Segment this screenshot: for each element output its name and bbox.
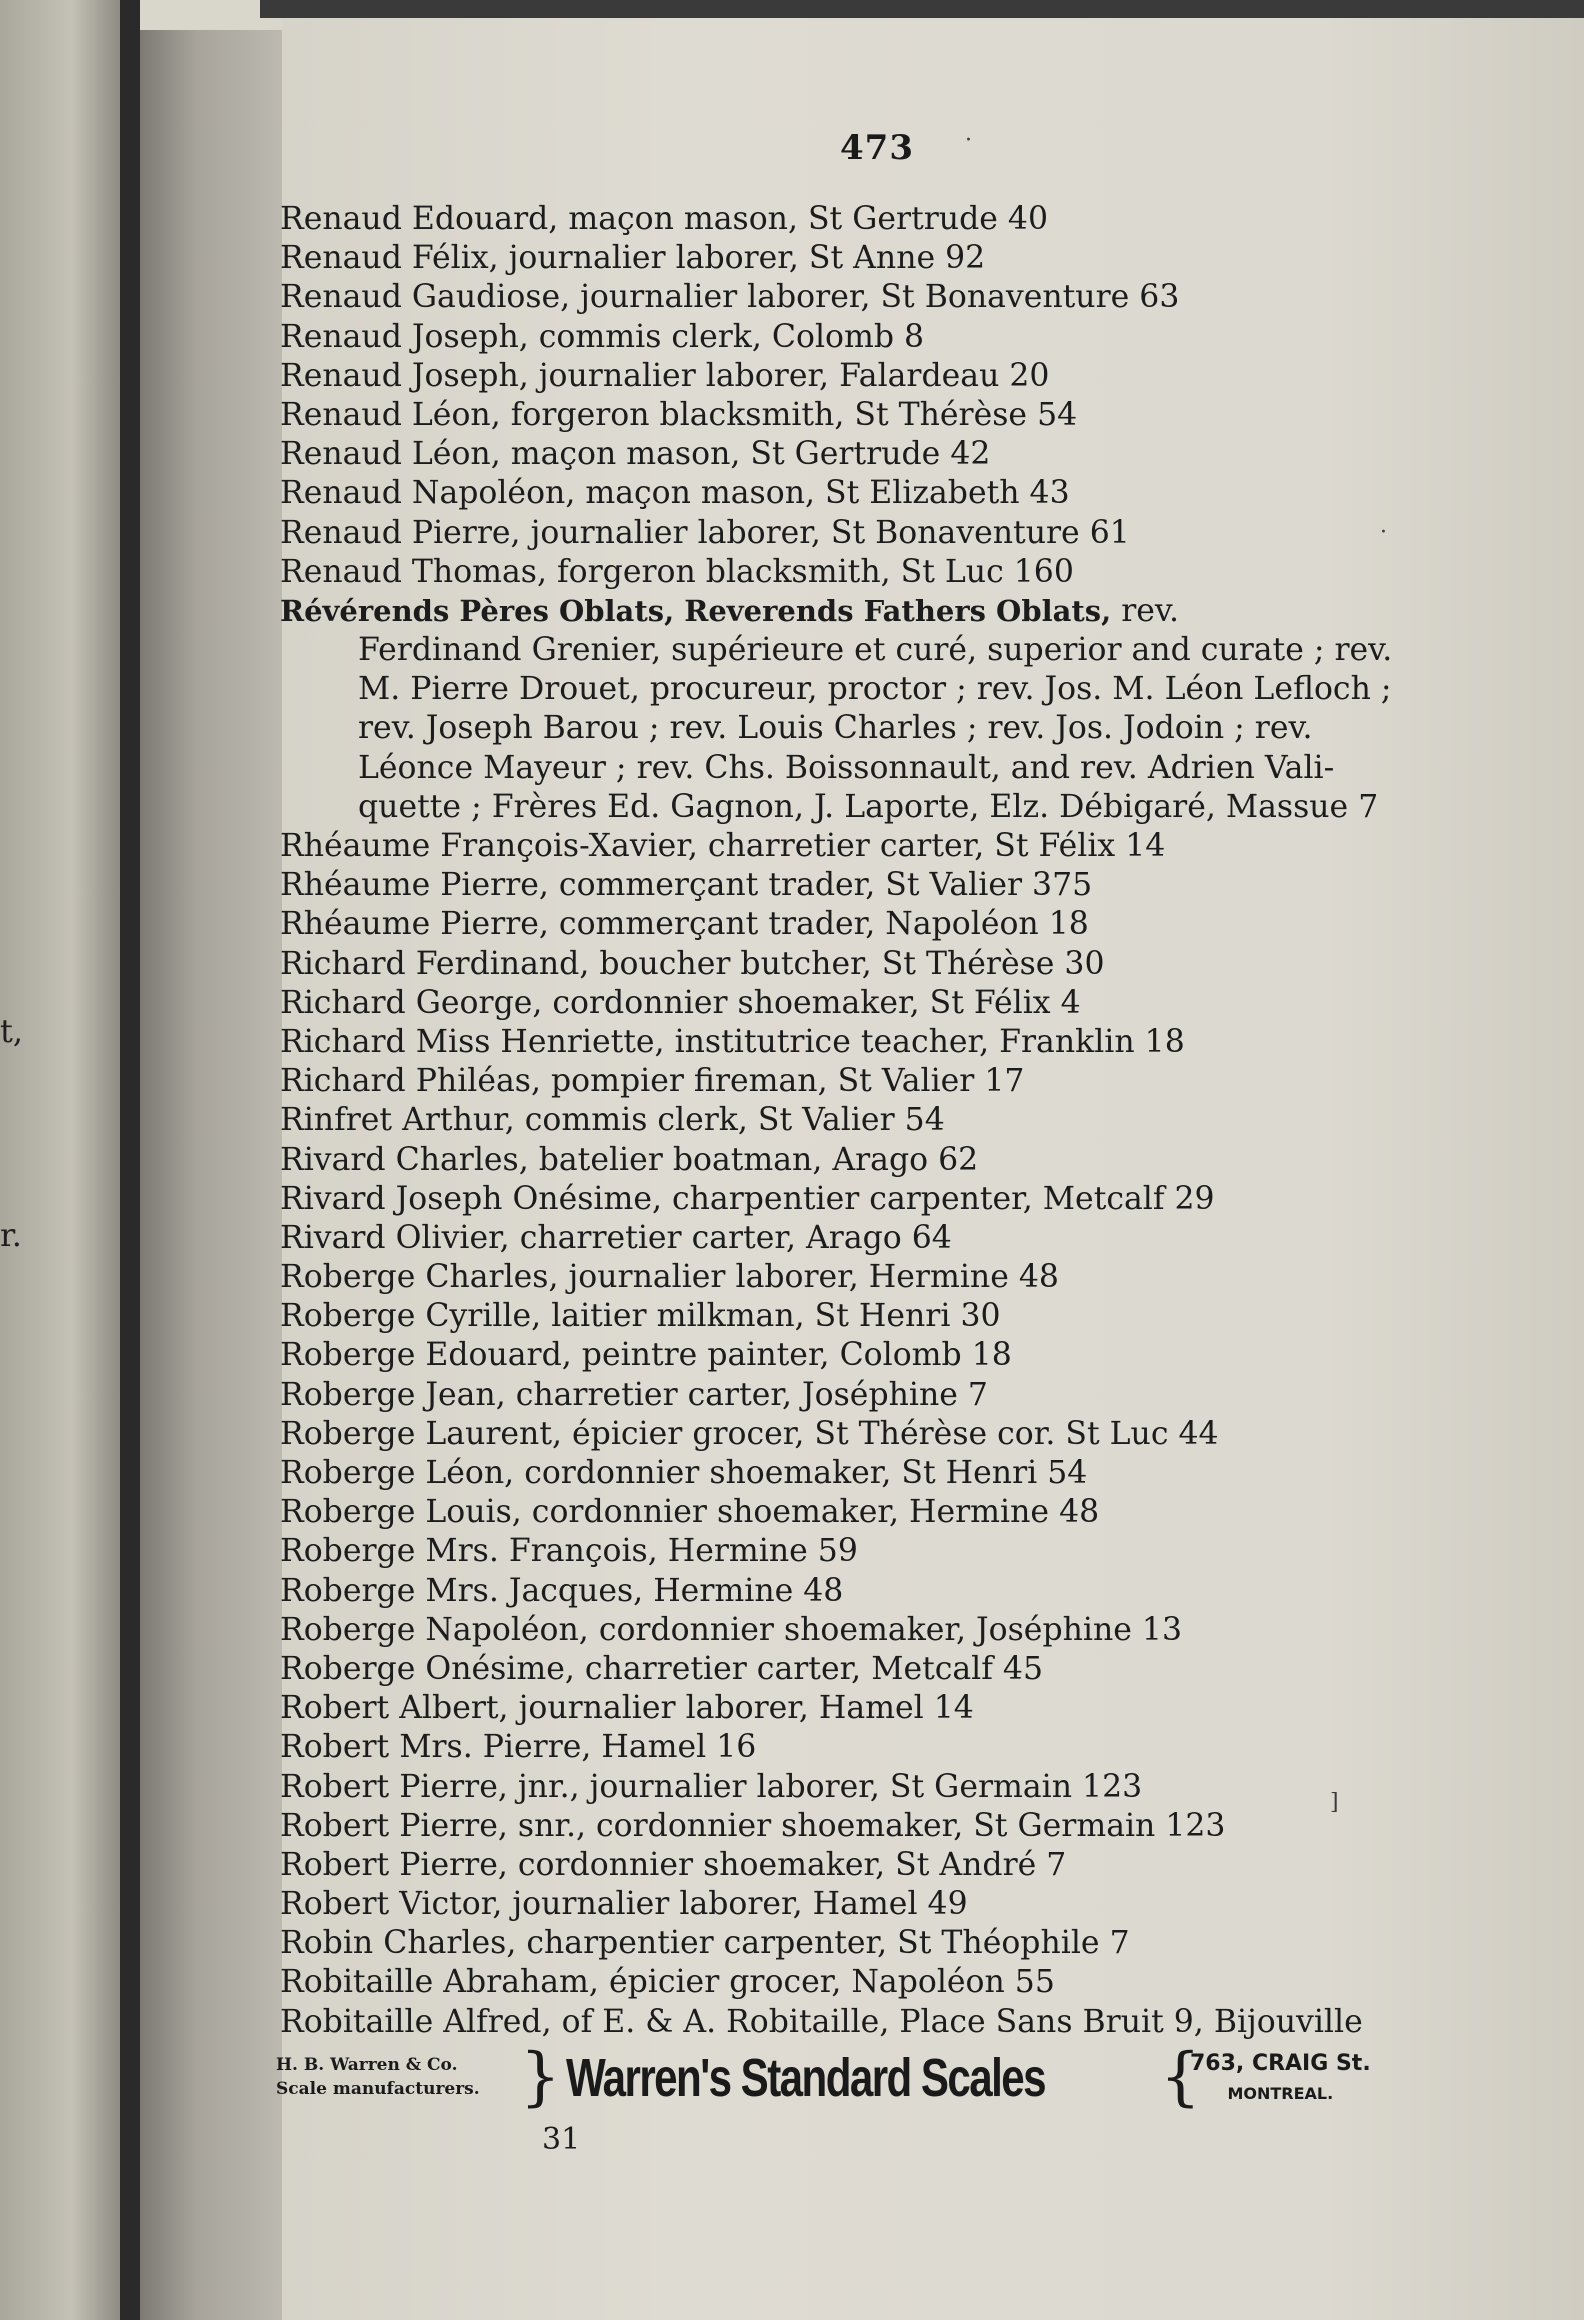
directory-entry: Richard Miss Henriette, institutrice teacher, Franklin 18 <box>280 1023 1185 1060</box>
directory-entry: Renaud Félix, journalier laborer, St Anne 92 <box>280 240 986 277</box>
directory-entry: Roberge Napoléon, cordonnier shoemaker, Joséphine 13 <box>280 1611 1182 1648</box>
directory-entry: Roberge Louis, cordonnier shoemaker, Hermine 48 <box>280 1494 1100 1531</box>
directory-entry: Roberge Charles, journalier laborer, Hermine 48 <box>280 1259 1059 1296</box>
scan-top-edge <box>260 0 1584 18</box>
directory-entry: Renaud Joseph, journalier laborer, Falardeau 20 <box>280 357 1050 394</box>
advertisement-headline: Warren's Standard Scales <box>566 2048 1046 2108</box>
directory-entry: Roberge Onésime, charretier carter, Metcalf 45 <box>280 1650 1044 1687</box>
directory-entry: Roberge Laurent, épicier grocer, St Thérèse cor. St Luc 44 <box>280 1415 1219 1452</box>
oblats-entry-line: rev. Joseph Barou ; rev. Louis Charles ; rev. Jos. Jodoin ; rev. <box>358 710 1313 747</box>
directory-entry: Renaud Pierre, journalier laborer, St Bonaventure 61 <box>280 514 1130 551</box>
directory-entry: Robert Victor, journalier laborer, Hamel 49 <box>280 1886 968 1923</box>
directory-entry: Robert Albert, journalier laborer, Hamel 14 <box>280 1690 974 1727</box>
printer-signature: 31 <box>542 2122 581 2157</box>
oblats-entry-line: Ferdinand Grenier, supérieure et curé, superior and curate ; rev. <box>358 632 1393 669</box>
directory-entry: Rhéaume Pierre, commerçant trader, St Valier 375 <box>280 867 1093 904</box>
advertiser-company: H. B. Warren & Co. <box>276 2055 458 2075</box>
gutter-shadow <box>140 30 282 2320</box>
directory-entry: Renaud Léon, forgeron blacksmith, St Thérèse 54 <box>280 396 1078 433</box>
directory-entry: Richard Ferdinand, boucher butcher, St Thérèse 30 <box>280 945 1105 982</box>
advertiser-street: 763, CRAIG St. <box>1190 2051 1371 2076</box>
advertiser-city: MONTREAL. <box>1227 2084 1334 2103</box>
directory-entry: Roberge Jean, charretier carter, Joséphine 7 <box>280 1376 988 1413</box>
directory-entry: Roberge Mrs. François, Hermine 59 <box>280 1533 858 1570</box>
directory-entry: Robert Mrs. Pierre, Hamel 16 <box>280 1729 757 1766</box>
directory-entry: Robert Pierre, snr., cordonnier shoemaker, St Germain 123 <box>280 1807 1226 1844</box>
directory-entry: Rivard Charles, batelier boatman, Arago 62 <box>280 1141 979 1178</box>
directory-entry: Renaud Joseph, commis clerk, Colomb 8 <box>280 318 925 355</box>
book-gutter <box>120 0 140 2320</box>
directory-entry: Robert Pierre, cordonnier shoemaker, St André 7 <box>280 1846 1067 1883</box>
facing-page-fragment: t, <box>0 1012 24 1050</box>
oblats-heading: Révérends Pères Oblats, Reverends Fathers Oblats, <box>280 593 1112 628</box>
directory-entry: Rhéaume Pierre, commerçant trader, Napoléon 18 <box>280 906 1089 943</box>
oblats-entry-heading <box>280 592 1460 631</box>
directory-entry: Roberge Edouard, peintre painter, Colomb 18 <box>280 1337 1012 1374</box>
facing-page-fragment: r. <box>0 1216 22 1254</box>
advertiser-trade: Scale manufacturers. <box>276 2079 480 2099</box>
oblats-entry-line: Léonce Mayeur ; rev. Chs. Boissonnault, and rev. Adrien Vali- <box>358 749 1335 786</box>
brace-left: } <box>520 2040 561 2114</box>
directory-entry: Rhéaume François-Xavier, charretier carter, St Félix 14 <box>280 828 1166 864</box>
directory-entry: Robin Charles, charpentier carpenter, St Théophile 7 <box>280 1925 1130 1962</box>
directory-entry: Renaud Thomas, forgeron blacksmith, St Luc 160 <box>280 553 1074 590</box>
advertisement-banner <box>276 2040 1456 2115</box>
directory-entry: Richard Philéas, pompier fireman, St Valier 17 <box>280 1063 1025 1100</box>
oblats-entry-line: quette ; Frères Ed. Gagnon, J. Laporte, Elz. Débigaré, Massue 7 <box>358 788 1379 825</box>
directory-entry: Roberge Mrs. Jacques, Hermine 48 <box>280 1572 844 1609</box>
directory-entry: Robitaille Alfred, of E. & A. Robitaille, Place Sans Bruit 9, Bijouville <box>280 2003 1363 2040</box>
directory-entry: Richard George, cordonnier shoemaker, St Félix 4 <box>280 984 1081 1021</box>
directory-entry: Rivard Olivier, charretier carter, Arago 64 <box>280 1219 952 1256</box>
page-number: 473 <box>840 128 914 168</box>
directory-entry: Renaud Léon, maçon mason, St Gertrude 42 <box>280 436 991 473</box>
oblats-heading-tail: rev. <box>1111 592 1180 629</box>
directory-entry: Renaud Gaudiose, journalier laborer, St Bonaventure 63 <box>280 279 1180 316</box>
facing-page-edge <box>0 0 120 2320</box>
advertiser-name <box>276 2053 480 2101</box>
directory-entry: Roberge Léon, cordonnier shoemaker, St Henri 54 <box>280 1455 1088 1491</box>
margin-mark: ] <box>1330 1790 1339 1815</box>
directory-entry: Renaud Napoléon, maçon mason, St Elizabeth 43 <box>280 475 1070 512</box>
brace-right: { <box>1160 2040 1201 2114</box>
directory-entry: Robitaille Abraham, épicier grocer, Napoléon 55 <box>280 1964 1055 2001</box>
oblats-entry-line: M. Pierre Drouet, procureur, proctor ; rev. Jos. M. Léon Lefloch ; <box>358 671 1392 708</box>
advertiser-address <box>1190 2049 1371 2109</box>
margin-mark: · <box>965 128 972 153</box>
directory-entry: Rinfret Arthur, commis clerk, St Valier 54 <box>280 1102 945 1139</box>
directory-entry: Robert Pierre, jnr., journalier laborer, St Germain 123 <box>280 1768 1143 1805</box>
directory-entries <box>280 200 1460 2042</box>
margin-mark: · <box>1380 520 1387 545</box>
directory-entry: Rivard Joseph Onésime, charpentier carpenter, Metcalf 29 <box>280 1180 1215 1217</box>
directory-entry: Renaud Edouard, maçon mason, St Gertrude 40 <box>280 201 1048 237</box>
directory-entry: Roberge Cyrille, laitier milkman, St Henri 30 <box>280 1298 1001 1335</box>
